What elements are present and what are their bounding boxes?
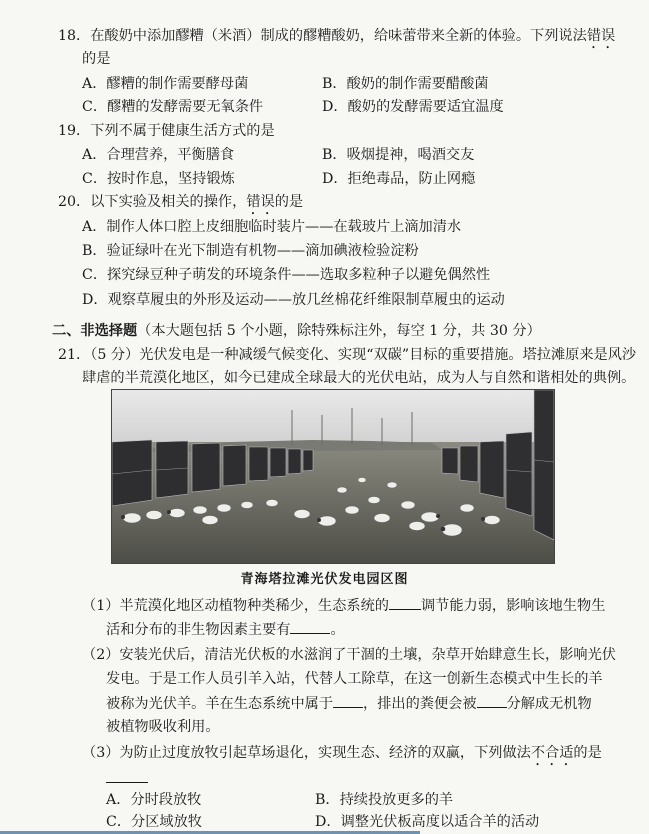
section2-note: （本大题包括 5 个小题，除特殊标注外，每空 1 分，共 30 分） bbox=[137, 323, 541, 339]
q20-option-b: B．验证绿叶在光下制造有机物——滴加碘液检验淀粉 bbox=[82, 243, 419, 259]
q20-option-d: D．观察草履虫的外形及运动——放几丝棉花纤维限制草履虫的运动 bbox=[82, 292, 505, 308]
q21-part3-blank-line bbox=[106, 768, 148, 789]
answer-blank[interactable] bbox=[333, 693, 363, 708]
q21-part1-text-c: 活和分布的非生物因素主要有 bbox=[106, 622, 291, 638]
q20-option-c: C．探究绿豆种子萌发的环境条件——选取多粒种子以避免偶然性 bbox=[82, 267, 491, 283]
q21-part3-text-b: 的是 bbox=[573, 745, 602, 761]
q19-option-d: D．拒绝毒品，防止网瘾 bbox=[322, 171, 476, 187]
q21-part2-line4: 被植物吸收利用。 bbox=[106, 719, 220, 735]
q18-option-d: D．酸奶的发酵需要适宜温度 bbox=[322, 99, 504, 115]
q21-part3-text-a: （3）为防止过度放牧引起草场退化，实现生态、经济的双赢，下列做法 bbox=[82, 745, 531, 761]
section2-header bbox=[52, 321, 541, 341]
q21-part1-text-d: 。 bbox=[330, 622, 345, 638]
q21-part1-line2 bbox=[106, 619, 345, 640]
q20-option-a: A．制作人体口腔上皮细胞临时装片——在载玻片上滴加清水 bbox=[82, 219, 462, 235]
q18-stem-cont: 的是 bbox=[82, 51, 111, 67]
q21-part3-option-b: B．持续投放更多的羊 bbox=[315, 792, 454, 808]
q20-stem bbox=[58, 192, 303, 218]
q19-option-c: C．按时作息，坚持锻炼 bbox=[82, 171, 235, 187]
q21-intro-line1: 21．（5 分）光伏发电是一种减缓气候变化、实现“双碳”目标的重要措施。塔拉滩原来是风沙 bbox=[58, 347, 637, 363]
q21-part1-line1 bbox=[82, 595, 605, 616]
solar-farm-photo bbox=[111, 389, 555, 564]
q21-part1-text-a: （1）半荒漠化地区动植物种类稀少，生态系统的 bbox=[82, 598, 389, 614]
q21-part2-text-a: 被称为光伏羊。羊在生态系统中属于 bbox=[106, 696, 334, 712]
q18-stem-text: 18．在酸奶中添加醪糟（米酒）制成的醪糟酸奶，给味蕾带来全新的体验。下列说法 bbox=[58, 28, 587, 44]
section2-title: 二、非选择题 bbox=[52, 323, 138, 339]
answer-blank[interactable] bbox=[477, 693, 507, 708]
q20-stem-text: 20．以下实验及相关的操作， bbox=[58, 194, 247, 210]
q18-option-c: C．醪糟的发酵需要无氧条件 bbox=[82, 99, 264, 115]
answer-blank[interactable] bbox=[290, 619, 330, 634]
q18-stem bbox=[58, 26, 615, 52]
q20-stem-end: 的是 bbox=[274, 194, 304, 210]
answer-blank[interactable] bbox=[389, 595, 421, 610]
q18-option-a: A．醪糟的制作需要酵母菌 bbox=[82, 76, 249, 92]
q21-part2-line3 bbox=[106, 693, 592, 714]
q21-part2-line2: 发电。于是工作人员引羊入站，代替人工除草，在这一创新生态模式中生长的羊 bbox=[106, 671, 603, 687]
q21-part2-line1: （2）安装光伏后，清洁光伏板的水滋润了干涸的土壤，杂草开始肆意生长，影响光伏 bbox=[82, 647, 616, 663]
q18-emphasis: 错误 bbox=[586, 28, 616, 44]
q20-emphasis: 错误 bbox=[246, 194, 275, 210]
q21-part1-text-b: 调节能力弱，影响该地生物生 bbox=[420, 598, 606, 614]
solar-farm-illustration bbox=[112, 390, 554, 563]
q21-part3-emphasis: 不合适 bbox=[530, 745, 574, 761]
q18-option-b: B．酸奶的制作需要醋酸菌 bbox=[322, 76, 489, 92]
q21-part2-text-b: ，排出的粪便会被 bbox=[363, 696, 477, 712]
q19-stem: 19．下列不属于健康生活方式的是 bbox=[58, 123, 275, 139]
q21-part3-stem bbox=[82, 743, 602, 769]
q21-part3-option-d: D．调整光伏板高度以适合羊的活动 bbox=[315, 814, 540, 830]
q19-option-b: B．吸烟提神，喝酒交友 bbox=[322, 147, 475, 163]
q21-part3-option-a: A．分时段放牧 bbox=[106, 792, 202, 808]
q21-intro-line2: 肆虐的半荒漠化地区，如今已建成全球最大的光伏电站，成为人与自然和谐相处的典例。 bbox=[82, 370, 636, 386]
answer-blank[interactable] bbox=[106, 768, 148, 783]
q21-part2-text-c: 分解成无机物 bbox=[506, 696, 592, 712]
photo-caption: 青海塔拉滩光伏发电园区图 bbox=[240, 572, 409, 587]
q21-part3-option-c: C．分区域放牧 bbox=[106, 814, 202, 830]
q19-option-a: A．合理营养，平衡膳食 bbox=[82, 147, 235, 163]
